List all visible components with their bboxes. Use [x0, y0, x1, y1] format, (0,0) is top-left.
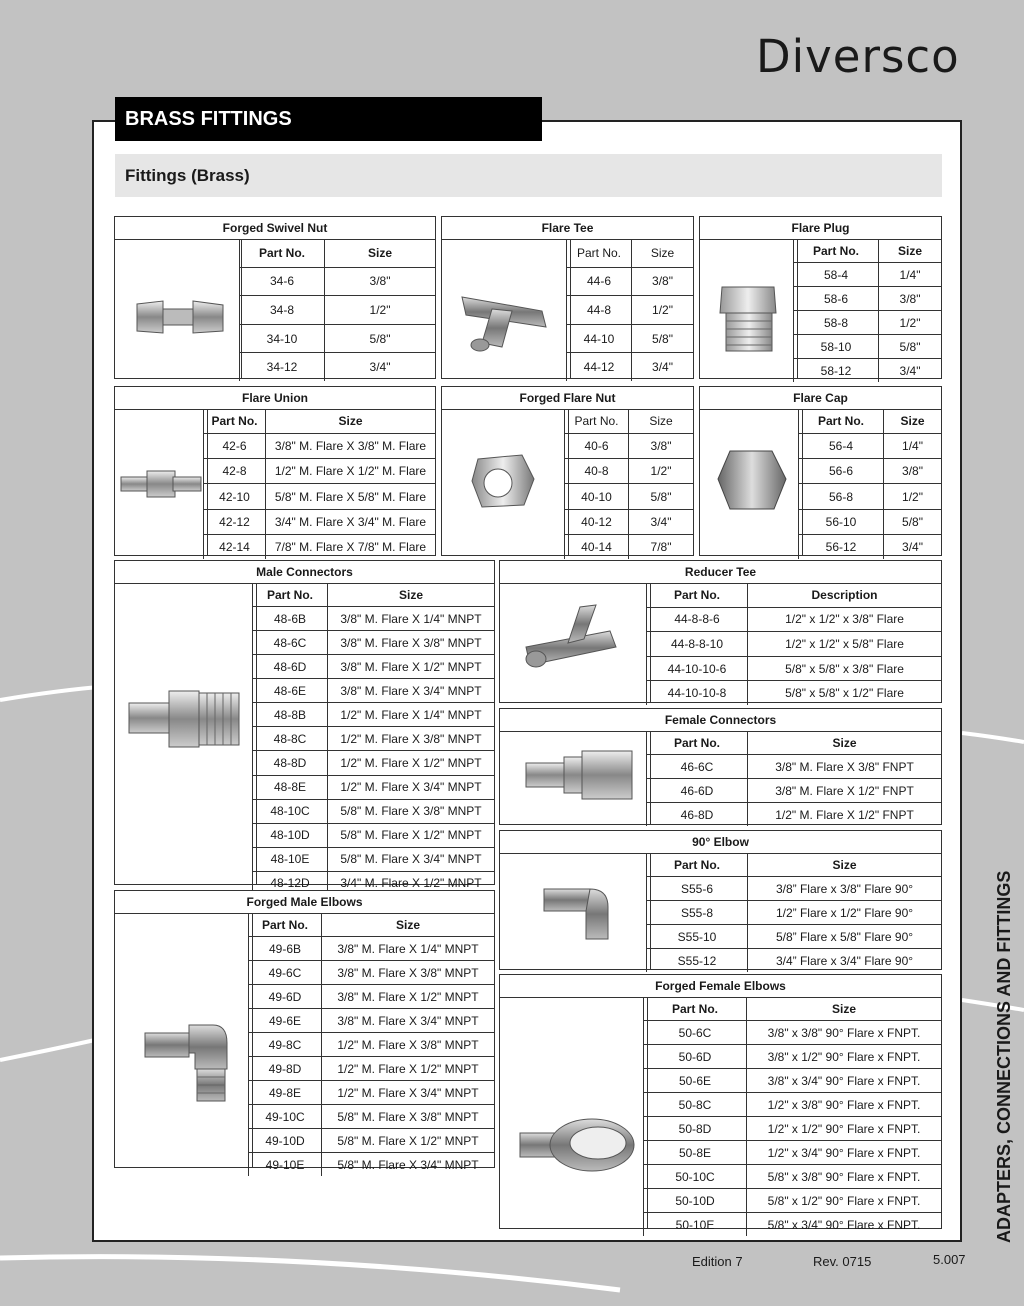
part-number-cell: 58-8 [794, 311, 879, 335]
table-row [253, 679, 495, 703]
page-title: BRASS FITTINGS [115, 97, 542, 141]
fitting-illustration [500, 853, 651, 969]
size-cell: 1/4" [884, 434, 942, 459]
part-number-cell: 49-6E [249, 1009, 322, 1033]
part-number-cell: 56-6 [799, 459, 884, 484]
size-cell: 3/8" [632, 267, 694, 296]
table-row [253, 847, 495, 871]
product-block-flare-plug [699, 216, 942, 379]
size-cell: 3/8" x 3/4" 90° Flare x FNPT. [747, 1069, 942, 1093]
table-row [794, 359, 942, 383]
part-number-cell: 44-8 [567, 296, 632, 325]
column-header-size: Size [884, 409, 942, 434]
size-cell: 5/8" x 5/8" x 1/2" Flare [748, 681, 942, 705]
column-header-size: Size [629, 409, 694, 434]
size-cell: 1/2" x 1/2" x 3/8" Flare [748, 607, 942, 632]
part-number-cell: 50-10C [644, 1165, 747, 1189]
part-number-cell: 34-8 [240, 296, 325, 325]
product-block-reducer-tee [499, 560, 942, 703]
table-row [644, 1021, 942, 1045]
sidebar-category-label: ADAPTERS, CONNECTIONS AND FITTINGS [994, 870, 1014, 1243]
fitting-illustration [500, 731, 651, 824]
size-cell: 5/8" [884, 509, 942, 534]
part-number-cell: 42-6 [204, 434, 266, 459]
size-cell: 1/2” Flare x 1/2" Flare 90° [748, 901, 942, 925]
parts-table [646, 731, 941, 826]
table-row [647, 901, 942, 925]
table-row [249, 1129, 495, 1153]
part-number-cell: 48-8E [253, 775, 328, 799]
column-header-part-no: Part No. [794, 239, 879, 263]
footer-rev: Rev. 0715 [813, 1254, 872, 1269]
part-number-cell: 42-14 [204, 534, 266, 559]
part-number-cell: 44-10 [567, 324, 632, 353]
size-cell: 3/4" [629, 509, 694, 534]
size-cell: 5/8” Flare x 5/8" Flare 90° [748, 925, 942, 949]
size-cell: 5/8" M. Flare X 1/2" MNPT [328, 823, 495, 847]
part-number-cell: 40-10 [565, 484, 629, 509]
table-row [567, 296, 694, 325]
size-cell: 3/8" M. Flare X 1/2" MNPT [322, 985, 495, 1009]
fitting-illustration [500, 997, 648, 1228]
size-cell: 1/2" [629, 459, 694, 484]
block-title: Forged Swivel Nut [115, 217, 435, 240]
table-row [644, 1189, 942, 1213]
brand-logo: Diversco [756, 30, 960, 83]
product-block-forged-flare-nut [441, 386, 694, 556]
part-number-cell: 48-8D [253, 751, 328, 775]
table-row [253, 775, 495, 799]
table-row [240, 296, 436, 325]
part-number-cell: S55-12 [647, 949, 748, 973]
part-number-cell: 46-8D [647, 803, 748, 827]
size-cell: 1/2" [879, 311, 942, 335]
size-cell: 1/2" [884, 484, 942, 509]
part-number-cell: 48-8C [253, 727, 328, 751]
part-number-cell: 49-10E [249, 1153, 322, 1177]
block-title: Forged Flare Nut [442, 387, 693, 410]
size-cell: 1/2" M. Flare X 3/4" MNPT [328, 775, 495, 799]
part-number-cell: 44-8-8-10 [647, 632, 748, 657]
table-row [240, 353, 436, 381]
product-block-female-connectors [499, 708, 942, 825]
part-number-cell: 56-12 [799, 534, 884, 559]
size-cell: 1/2" [325, 296, 436, 325]
size-cell: 7/8" [629, 534, 694, 559]
parts-table [643, 997, 941, 1236]
table-row [249, 1081, 495, 1105]
size-cell: 3/8" M. Flare X 3/8" MNPT [328, 631, 495, 655]
size-cell: 1/2" M. Flare X 1/2" M. Flare [266, 459, 436, 484]
column-header-size: Description [748, 583, 942, 607]
part-number-cell: 50-6C [644, 1021, 747, 1045]
table-row [647, 925, 942, 949]
size-cell: 3/8" x 1/2" 90° Flare x FNPT. [747, 1045, 942, 1069]
column-header-part-no: Part No. [204, 409, 266, 434]
size-cell: 3/8" x 3/8" 90° Flare x FNPT. [747, 1021, 942, 1045]
part-number-cell: 56-4 [799, 434, 884, 459]
column-header-size: Size [879, 239, 942, 263]
size-cell: 3/8" M. Flare X 3/8" M. Flare [266, 434, 436, 459]
part-number-cell: 46-6C [647, 755, 748, 779]
table-row [253, 727, 495, 751]
part-number-cell: 42-8 [204, 459, 266, 484]
size-cell: 5/8" M. Flare X 5/8" M. Flare [266, 484, 436, 509]
parts-table [252, 583, 494, 895]
table-row [647, 632, 942, 657]
part-number-cell: 50-6D [644, 1045, 747, 1069]
part-number-cell: 42-10 [204, 484, 266, 509]
size-cell: 5/8" x 5/8" x 3/8" Flare [748, 656, 942, 681]
size-cell: 5/8" [632, 324, 694, 353]
block-title: Forged Female Elbows [500, 975, 941, 998]
table-row [565, 534, 694, 559]
table-row [204, 434, 436, 459]
block-title: Flare Plug [700, 217, 941, 240]
size-cell: 3/4” Flare x 3/4" Flare 90° [748, 949, 942, 973]
part-number-cell: 34-10 [240, 324, 325, 353]
table-row [567, 267, 694, 296]
part-number-cell: 50-8C [644, 1093, 747, 1117]
part-number-cell: 50-10E [644, 1213, 747, 1237]
part-number-cell: 49-6C [249, 961, 322, 985]
parts-table [239, 239, 435, 381]
block-title: Flare Tee [442, 217, 693, 240]
column-header-size: Size [632, 239, 694, 267]
part-number-cell: 49-10C [249, 1105, 322, 1129]
table-row [647, 656, 942, 681]
table-row [249, 985, 495, 1009]
part-number-cell: 48-10D [253, 823, 328, 847]
table-row [799, 534, 942, 559]
size-cell: 5/8" M. Flare X 1/2" MNPT [322, 1129, 495, 1153]
product-block-male-connectors [114, 560, 495, 891]
fitting-illustration [115, 913, 253, 1167]
part-number-cell: 48-6B [253, 607, 328, 631]
part-number-cell: 49-6B [249, 937, 322, 961]
table-row [794, 263, 942, 287]
size-cell: 3/4" M. Flare X 3/4" M. Flare [266, 509, 436, 534]
table-row [253, 751, 495, 775]
part-number-cell: 50-8D [644, 1117, 747, 1141]
table-row [794, 335, 942, 359]
table-row [249, 961, 495, 985]
size-cell: 1/2" M. Flare X 1/2" MNPT [328, 751, 495, 775]
size-cell: 5/8" M. Flare X 3/8" MNPT [322, 1105, 495, 1129]
product-block-forged-swivel-nut [114, 216, 436, 379]
size-cell: 3/8" M. Flare X 3/4" MNPT [328, 679, 495, 703]
column-header-part-no: Part No. [249, 913, 322, 937]
column-header-part-no: Part No. [240, 239, 325, 267]
column-header-part-no: Part No. [253, 583, 328, 607]
size-cell: 3/4" [879, 359, 942, 383]
column-header-part-no: Part No. [799, 409, 884, 434]
part-number-cell: 56-8 [799, 484, 884, 509]
table-row [249, 1033, 495, 1057]
size-cell: 3/8" M. Flare X 1/2" FNPT [748, 779, 942, 803]
parts-table [793, 239, 941, 382]
part-number-cell: 56-10 [799, 509, 884, 534]
fitting-illustration [700, 239, 798, 378]
table-row [794, 311, 942, 335]
table-row [204, 459, 436, 484]
table-row [253, 655, 495, 679]
part-number-cell: 34-6 [240, 267, 325, 296]
size-cell: 1/2" M. Flare X 1/2" FNPT [748, 803, 942, 827]
size-cell: 5/8" M. Flare X 3/8" MNPT [328, 799, 495, 823]
size-cell: 3/8" [879, 287, 942, 311]
size-cell: 3/4" [632, 353, 694, 381]
block-title: Flare Union [115, 387, 435, 410]
size-cell: 3/4" [325, 353, 436, 381]
size-cell: 1/2" M. Flare X 1/2" MNPT [322, 1057, 495, 1081]
part-number-cell: 58-10 [794, 335, 879, 359]
part-number-cell: 40-6 [565, 434, 629, 459]
part-number-cell: S55-10 [647, 925, 748, 949]
part-number-cell: S55-8 [647, 901, 748, 925]
column-header-part-no: Part No. [565, 409, 629, 434]
fitting-illustration [700, 409, 803, 555]
product-block-flare-cap [699, 386, 942, 556]
block-title: Reducer Tee [500, 561, 941, 584]
part-number-cell: 44-10-10-8 [647, 681, 748, 705]
table-row [644, 1045, 942, 1069]
size-cell: 5/8" [879, 335, 942, 359]
table-row [799, 484, 942, 509]
table-row [565, 509, 694, 534]
size-cell: 1/4" [879, 263, 942, 287]
fitting-illustration [442, 239, 571, 378]
fitting-illustration [442, 409, 569, 555]
size-cell: 5/8" [325, 324, 436, 353]
part-number-cell: 40-12 [565, 509, 629, 534]
table-row [644, 1093, 942, 1117]
table-row [249, 1153, 495, 1177]
size-cell: 1/2" M. Flare X 3/8" MNPT [322, 1033, 495, 1057]
size-cell: 5/8" [629, 484, 694, 509]
size-cell: 3/8" M. Flare X 1/4" MNPT [328, 607, 495, 631]
table-row [253, 799, 495, 823]
size-cell: 3/8" [629, 434, 694, 459]
block-title: Forged Male Elbows [115, 891, 494, 914]
column-header-part-no: Part No. [567, 239, 632, 267]
size-cell: 3/8” Flare x 3/8" Flare 90° [748, 877, 942, 901]
part-number-cell: S55-6 [647, 877, 748, 901]
part-number-cell: 49-6D [249, 985, 322, 1009]
parts-table [248, 913, 494, 1176]
table-row [249, 1009, 495, 1033]
column-header-part-no: Part No. [647, 853, 748, 877]
size-cell: 3/4" [884, 534, 942, 559]
size-cell: 1/2" M. Flare X 1/4" MNPT [328, 703, 495, 727]
parts-table [564, 409, 693, 559]
product-block-90-elbow [499, 830, 942, 970]
block-title: Male Connectors [115, 561, 494, 584]
table-row [647, 607, 942, 632]
part-number-cell: 58-12 [794, 359, 879, 383]
part-number-cell: 58-4 [794, 263, 879, 287]
parts-table [566, 239, 693, 381]
footer-edition: Edition 7 [692, 1254, 743, 1269]
size-cell: 1/2" x 3/8" 90° Flare x FNPT. [747, 1093, 942, 1117]
part-number-cell: 48-12D [253, 871, 328, 895]
size-cell: 3/4" M. Flare X 1/2" MNPT [328, 871, 495, 895]
part-number-cell: 50-8E [644, 1141, 747, 1165]
table-row [644, 1213, 942, 1237]
part-number-cell: 48-6E [253, 679, 328, 703]
table-row [249, 937, 495, 961]
part-number-cell: 49-10D [249, 1129, 322, 1153]
table-row [204, 484, 436, 509]
table-row [567, 324, 694, 353]
table-row [647, 755, 942, 779]
part-number-cell: 48-6C [253, 631, 328, 655]
part-number-cell: 40-8 [565, 459, 629, 484]
size-cell: 3/8" [325, 267, 436, 296]
size-cell: 1/2" M. Flare X 3/8" MNPT [328, 727, 495, 751]
block-title: Female Connectors [500, 709, 941, 732]
column-header-part-no: Part No. [647, 583, 748, 607]
part-number-cell: 50-6E [644, 1069, 747, 1093]
part-number-cell: 44-6 [567, 267, 632, 296]
parts-table [646, 853, 941, 972]
fitting-illustration [115, 583, 257, 884]
table-row [565, 434, 694, 459]
part-number-cell: 50-10D [644, 1189, 747, 1213]
part-number-cell: 58-6 [794, 287, 879, 311]
column-header-size: Size [748, 853, 942, 877]
part-number-cell: 48-10E [253, 847, 328, 871]
section-title: Fittings (Brass) [115, 154, 942, 197]
size-cell: 5/8" M. Flare X 3/4" MNPT [322, 1153, 495, 1177]
table-row [565, 484, 694, 509]
parts-table [646, 583, 941, 705]
fitting-illustration [115, 409, 208, 555]
table-row [647, 803, 942, 827]
table-row [253, 631, 495, 655]
table-row [794, 287, 942, 311]
size-cell: 1/2" M. Flare X 3/4" MNPT [322, 1081, 495, 1105]
table-row [204, 509, 436, 534]
parts-table [203, 409, 435, 559]
table-row [567, 353, 694, 381]
table-row [799, 434, 942, 459]
product-block-flare-union [114, 386, 436, 556]
column-header-size: Size [266, 409, 436, 434]
size-cell: 3/8" M. Flare X 3/8" MNPT [322, 961, 495, 985]
table-row [647, 681, 942, 705]
table-row [240, 267, 436, 296]
table-row [204, 534, 436, 559]
block-title: 90° Elbow [500, 831, 941, 854]
size-cell: 3/8" M. Flare X 1/2" MNPT [328, 655, 495, 679]
table-row [644, 1069, 942, 1093]
product-block-forged-male-elbows [114, 890, 495, 1172]
table-row [644, 1117, 942, 1141]
table-row [799, 509, 942, 534]
table-row [249, 1057, 495, 1081]
column-header-size: Size [322, 913, 495, 937]
table-row [249, 1105, 495, 1129]
fitting-illustration [500, 583, 651, 702]
table-row [644, 1141, 942, 1165]
size-cell: 3/8" [884, 459, 942, 484]
column-header-size: Size [325, 239, 436, 267]
column-header-size: Size [748, 731, 942, 755]
table-row [253, 703, 495, 727]
size-cell: 3/8" M. Flare X 3/8" FNPT [748, 755, 942, 779]
column-header-size: Size [747, 997, 942, 1021]
part-number-cell: 44-10-10-6 [647, 656, 748, 681]
table-row [647, 877, 942, 901]
part-number-cell: 46-6D [647, 779, 748, 803]
size-cell: 1/2" x 3/4" 90° Flare x FNPT. [747, 1141, 942, 1165]
size-cell: 5/8" x 3/8" 90° Flare x FNPT. [747, 1165, 942, 1189]
fitting-illustration [115, 239, 242, 378]
table-row [644, 1165, 942, 1189]
product-block-flare-tee [441, 216, 694, 379]
table-row [253, 607, 495, 631]
table-row [647, 949, 942, 973]
size-cell: 1/2" [632, 296, 694, 325]
column-header-part-no: Part No. [647, 731, 748, 755]
footer-page-number: 5.007 [933, 1252, 966, 1267]
table-row [799, 459, 942, 484]
block-title: Flare Cap [700, 387, 941, 410]
column-header-size: Size [328, 583, 495, 607]
parts-table [798, 409, 941, 559]
product-block-forged-female-elbows [499, 974, 942, 1232]
part-number-cell: 48-8B [253, 703, 328, 727]
part-number-cell: 44-8-8-6 [647, 607, 748, 632]
size-cell: 1/2" x 1/2" x 5/8" Flare [748, 632, 942, 657]
size-cell: 5/8" x 1/2" 90° Flare x FNPT. [747, 1189, 942, 1213]
size-cell: 3/8" M. Flare X 3/4" MNPT [322, 1009, 495, 1033]
part-number-cell: 49-8D [249, 1057, 322, 1081]
size-cell: 5/8" M. Flare X 3/4" MNPT [328, 847, 495, 871]
column-header-part-no: Part No. [644, 997, 747, 1021]
part-number-cell: 49-8E [249, 1081, 322, 1105]
table-row [253, 823, 495, 847]
part-number-cell: 42-12 [204, 509, 266, 534]
size-cell: 3/8" M. Flare X 1/4" MNPT [322, 937, 495, 961]
part-number-cell: 44-12 [567, 353, 632, 381]
part-number-cell: 34-12 [240, 353, 325, 381]
table-row [647, 779, 942, 803]
part-number-cell: 48-10C [253, 799, 328, 823]
table-row [565, 459, 694, 484]
table-row [240, 324, 436, 353]
part-number-cell: 40-14 [565, 534, 629, 559]
size-cell: 1/2" x 1/2" 90° Flare x FNPT. [747, 1117, 942, 1141]
part-number-cell: 48-6D [253, 655, 328, 679]
size-cell: 5/8" x 3/4" 90° Flare x FNPT. [747, 1213, 942, 1237]
size-cell: 7/8" M. Flare X 7/8" M. Flare [266, 534, 436, 559]
part-number-cell: 49-8C [249, 1033, 322, 1057]
